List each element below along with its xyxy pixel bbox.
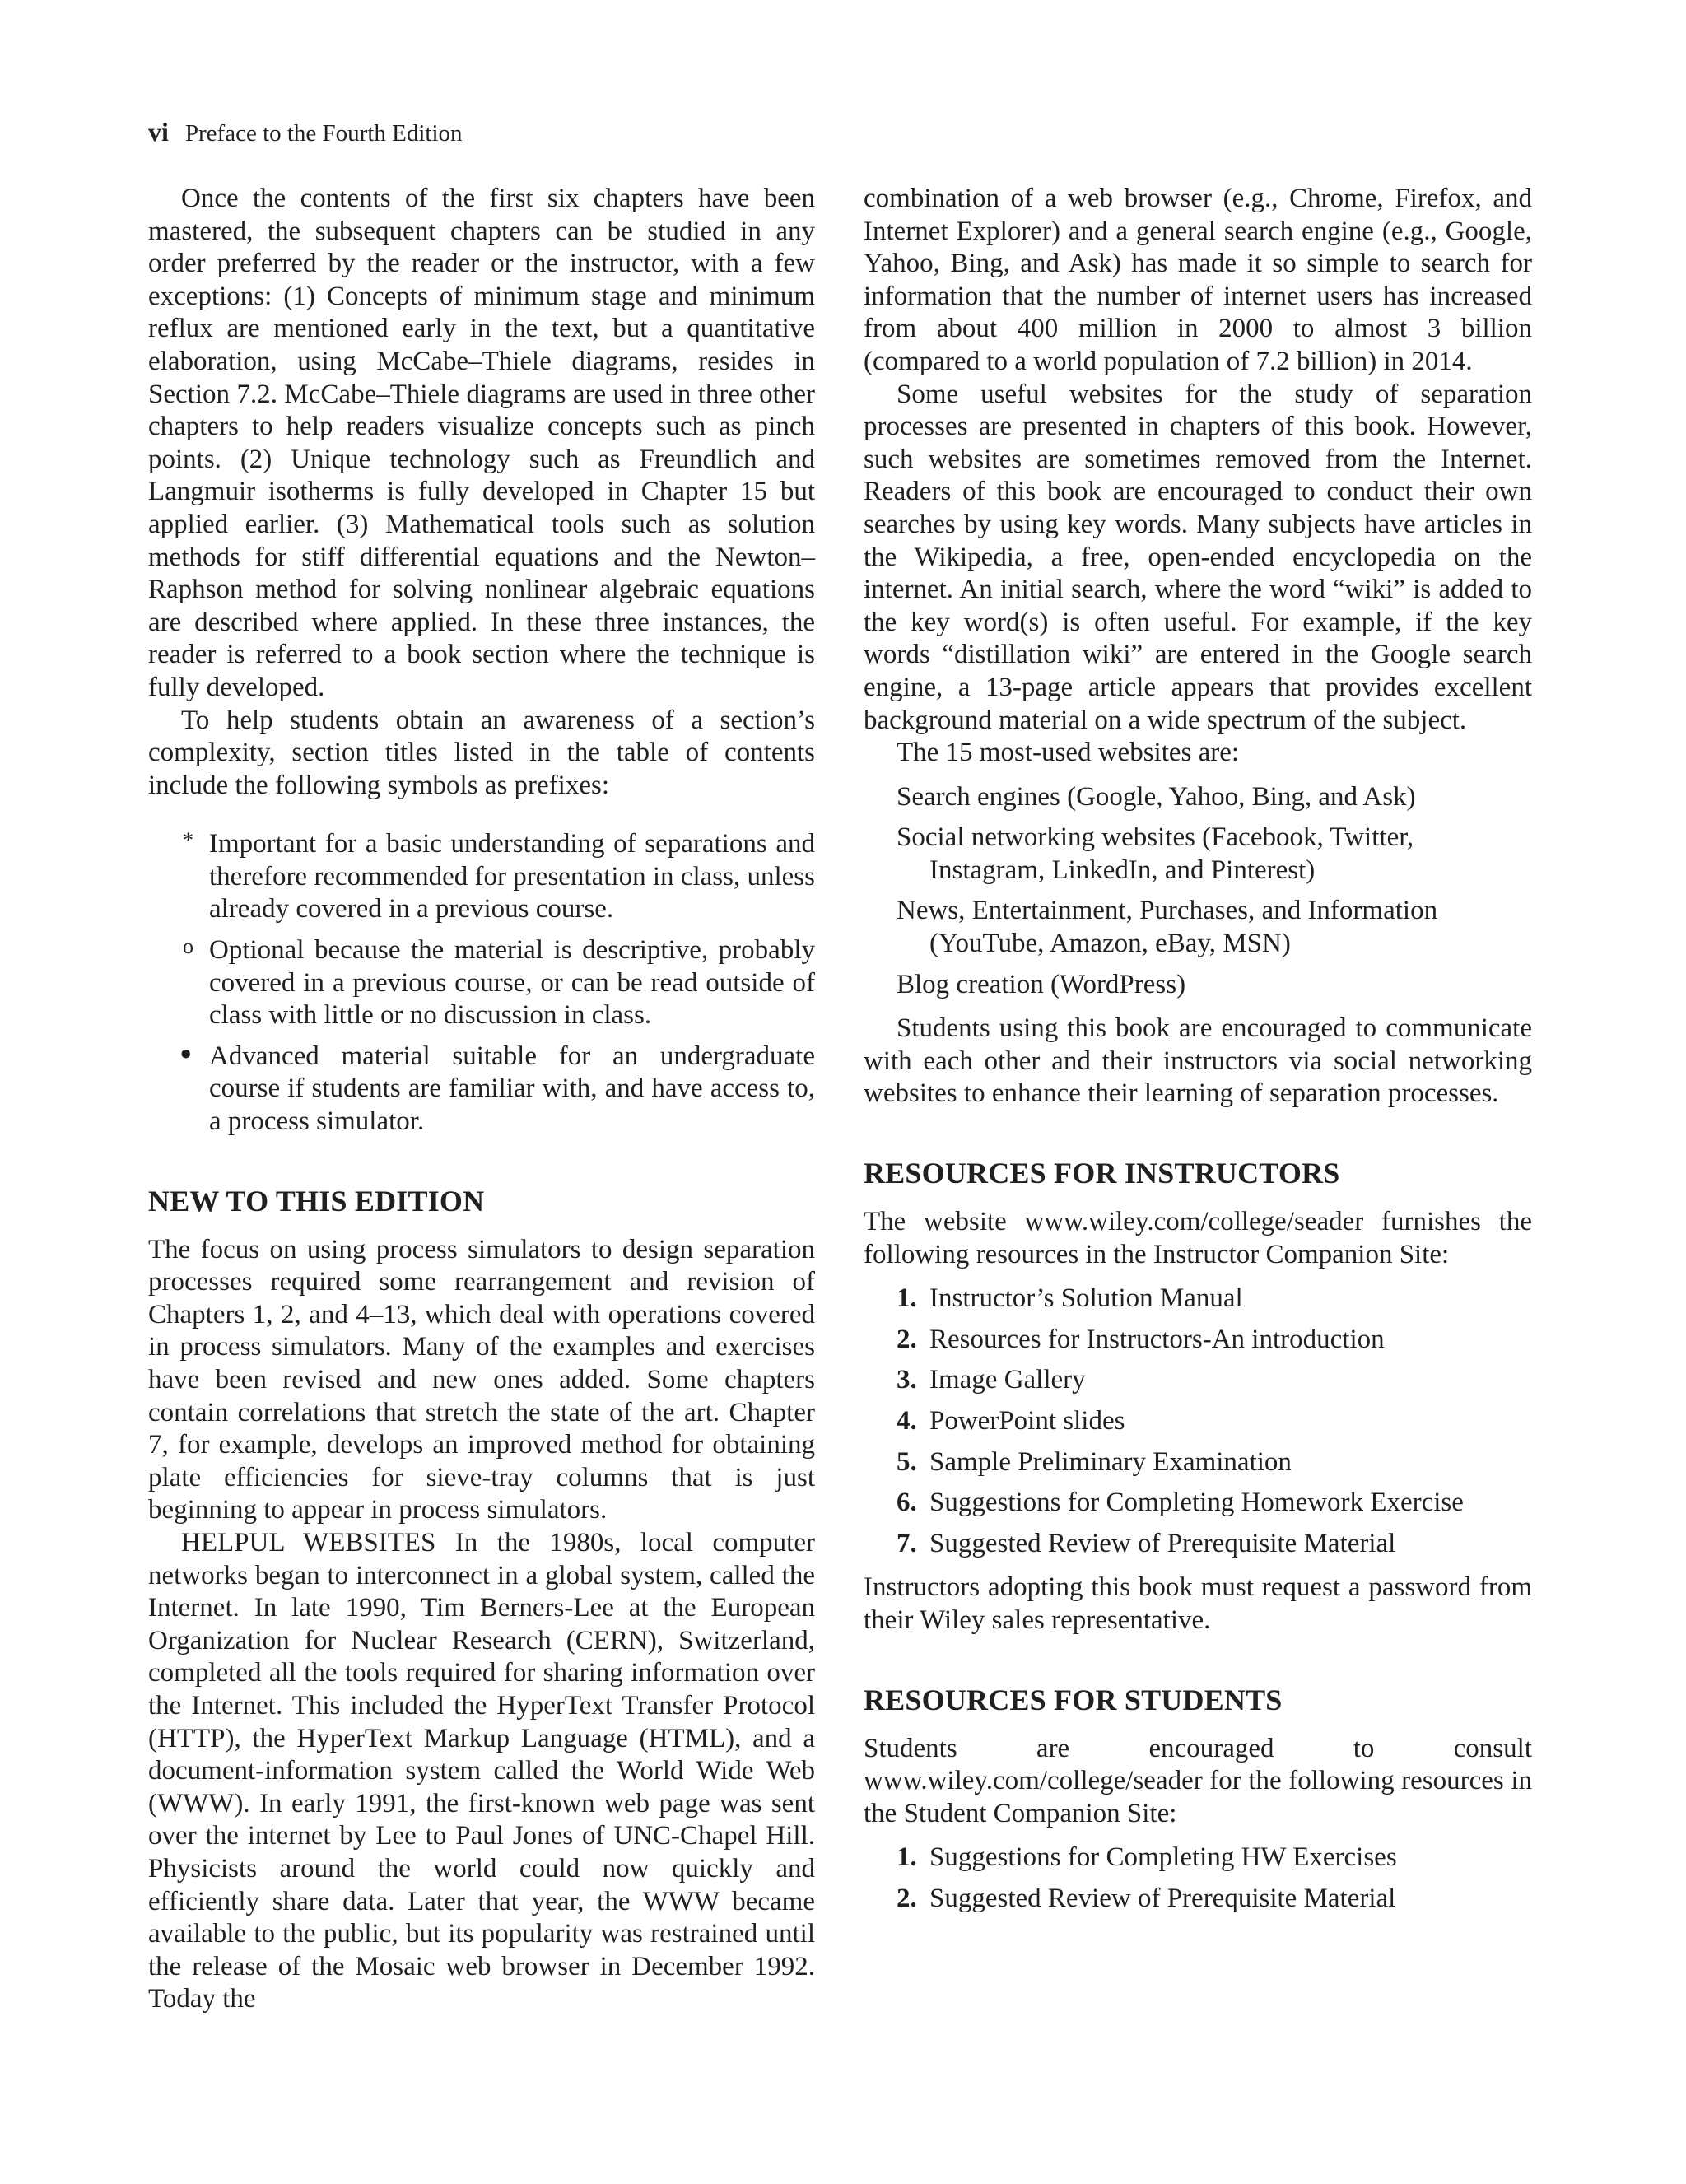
list-item (864, 1842, 1532, 1874)
list-item (864, 1324, 1532, 1357)
paragraph: The 15 most-used websites are: (897, 738, 1240, 768)
list-item (864, 1405, 1532, 1438)
paragraph: combination of a web browser (e.g., Chrome, Firefox, and Internet Explorer) and a general search engine (e.g., Google, Yahoo, Bing, and Ask) has made it so simple to search for information that the number of internet users has increased from about 400 million in 2000 to almost 3 billion (compared to a world population of 7.2 billion) in 2014. (864, 184, 1532, 376)
list-item (148, 934, 815, 1032)
item-number: 2. (897, 1324, 917, 1354)
website-list (864, 781, 1532, 1002)
paragraph: Students using this book are encouraged to communicate with each other and their instructors via social networking websites to enhance their learning of separation processes. (864, 1013, 1532, 1109)
list-item (864, 1283, 1532, 1316)
list-item-text: Suggested Review of Prerequisite Material (929, 1528, 1396, 1558)
instructor-resource-list (864, 1283, 1532, 1560)
paragraph: Students are encouraged to consult www.wiley.com/college/seader for the following resources in the Student Companion Site: (864, 1733, 1532, 1828)
paragraph: To help students obtain an awareness of a section’s complexity, section titles listed in the table of contents include the following symbols as prefixes: (148, 705, 815, 800)
paragraph: Once the contents of the first six chapters have been mastered, the subsequent chapters can be studied in any order preferred by the reader or the instructor, with a few exceptions: (1) Concepts of minimum stage and minimum reflux are mentioned early in the text, but a quantitative elaboration, using McCabe–Thiele diagrams, resides in Section 7.2. McCabe–Thiele diagrams are used in three other chapters to help readers visualize concepts such as pinch points. (2) Unique technology such as Freundlich and Langmuir isotherms is fully developed in Chapter 15 but applied earlier. (3) Mathematical tools such as solution methods for stiff differential equations and the Newton–Raphson method for solving nonlinear algebraic equations are described where applied. In these three instances, the reader is referred to a book section where the technique is fully developed. (148, 184, 815, 702)
list-item (864, 1364, 1532, 1397)
list-item: Social networking websites (Facebook, Twitter, Instagram, LinkedIn, and Pinterest) (897, 822, 1414, 885)
list-item (864, 1528, 1532, 1561)
list-item-text: Important for a basic understanding of separations and therefore recommended for presentation in class, unless already covered in a previous course. (209, 829, 815, 924)
paragraph: Some useful websites for the study of separation processes are presented in chapters of this book. However, such websites are sometimes removed from the Internet. Readers of this book are encouraged to conduct their own searches by using key words. Many subjects have articles in the Wikipedia, a free, open-ended encyclopedia on the internet. An initial search, where the word “wiki” is added to the key word(s) is often useful. For example, if the key words “distillation wiki” are entered in the Google search engine, a 13-page article appears that provides excellent background material on a wide spectrum of the subject. (864, 379, 1532, 735)
list-item-text: Suggestions for Completing HW Exercises (929, 1842, 1397, 1873)
paragraph: Instructors adopting this book must request a password from their Wiley sales representative. (864, 1572, 1532, 1635)
right-column (864, 183, 1532, 1927)
list-item (148, 828, 815, 926)
bullet-symbol: • (179, 1033, 193, 1074)
list-item-text: Advanced material suitable for an undergraduate course if students are familiar with, and have access to, a process simulator. (209, 1041, 815, 1137)
list-item-text: Suggested Review of Prerequisite Material (929, 1883, 1396, 1913)
prefix-symbol-list (148, 828, 815, 1138)
item-number: 1. (897, 1283, 917, 1314)
list-item (864, 1883, 1532, 1916)
section-heading: NEW TO THIS EDITION (148, 1184, 485, 1218)
list-item-text: Optional because the material is descriptive, probably covered in a previous course, or can be read outside of class with little or no discussion in class. (209, 935, 815, 1031)
item-number: 1. (897, 1842, 917, 1873)
item-number: 4. (897, 1406, 917, 1436)
item-number: 2. (897, 1883, 917, 1913)
list-item-text: Sample Preliminary Examination (929, 1446, 1292, 1477)
left-column (148, 183, 815, 2016)
page-number: vi (148, 117, 169, 147)
list-item: Blog creation (WordPress) (897, 969, 1186, 999)
asterisk-symbol: * (183, 828, 193, 853)
paragraph: HELPUL WEBSITES In the 1980s, local computer networks began to interconnect in a global system, called the Internet. In late 1990, Tim Berners-Lee at the European Organization for Nuclear Research (CERN), Switzerland, completed all the tools required for sharing information over the Internet. This included the HyperText Transfer Protocol (HTTP), the HyperText Markup Language (HTML), and a document-information system called the World Wide Web (WWW). In early 1991, the first-known web page was sent over the internet by Lee to Paul Jones of UNC-Chapel Hill. Physicists around the world could now quickly and efficiently share data. Later that year, the WWW became available to the public, but its popularity was restrained until the release of the Mosaic web browser in December 1992. Today the (148, 1527, 815, 2014)
optional-symbol: o (183, 934, 193, 959)
item-number: 7. (897, 1528, 917, 1558)
list-item-text: Image Gallery (929, 1365, 1086, 1395)
list-item-text: Suggestions for Completing Homework Exercise (929, 1488, 1464, 1518)
section-heading: RESOURCES FOR INSTRUCTORS (864, 1157, 1340, 1190)
running-header (148, 115, 463, 150)
list-item (148, 1033, 815, 1139)
list-item: News, Entertainment, Purchases, and Information (YouTube, Amazon, eBay, MSN) (897, 896, 1438, 959)
list-item: Search engines (Google, Yahoo, Bing, and Ask) (897, 781, 1416, 812)
paragraph: The website www.wiley.com/college/seader furnishes the following resources in the Instructor Companion Site: (864, 1207, 1532, 1269)
paragraph: The focus on using process simulators to design separation processes required some rearrangement and revision of Chapters 1, 2, and 4–13, which deal with operations covered in process simulators. Many of the examples and exercises have been revised and new ones added. Some chapters contain correlations that stretch the state of the art. Chapter 7, for example, develops an improved method for obtaining plate efficiencies for sieve-tray columns that is just beginning to appear in process simulators. (148, 1234, 815, 1525)
list-item (864, 1446, 1532, 1479)
student-resource-list (864, 1842, 1532, 1915)
list-item-text: PowerPoint slides (929, 1406, 1125, 1436)
list-item (864, 1487, 1532, 1520)
item-number: 6. (897, 1488, 917, 1518)
section-heading: RESOURCES FOR STUDENTS (864, 1683, 1283, 1716)
running-title: Preface to the Fourth Edition (184, 120, 463, 147)
item-number: 5. (897, 1446, 917, 1477)
item-number: 3. (897, 1365, 917, 1395)
list-item-text: Instructor’s Solution Manual (929, 1283, 1243, 1314)
list-item-text: Resources for Instructors-An introduction (929, 1324, 1385, 1354)
